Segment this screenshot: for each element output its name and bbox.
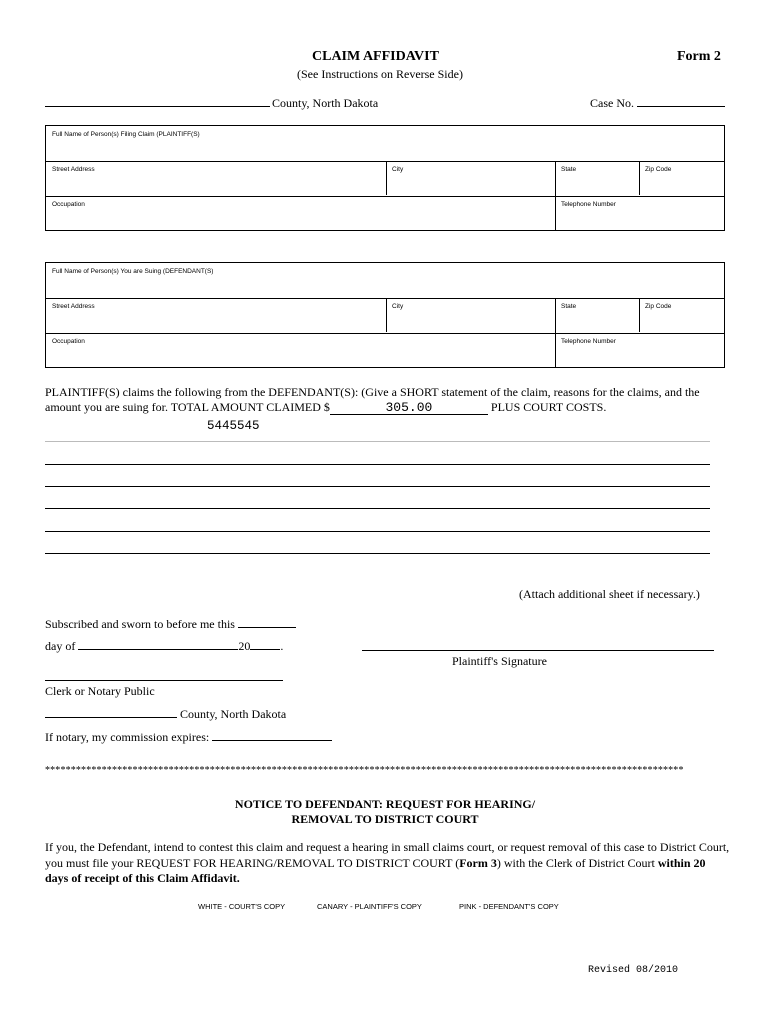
plaintiff-zip-label: Zip Code	[645, 166, 672, 173]
sworn-month-blank[interactable]	[78, 638, 238, 650]
defendant-city-label: City	[392, 303, 404, 310]
claim-instructions: PLAINTIFF(S) claims the following from the DEFENDANT(S): (Give a SHORT statement of the claim, reasons for the claims, and the	[45, 385, 700, 399]
notice-body-form: Form 3	[459, 855, 497, 870]
statement-line-6[interactable]	[45, 553, 710, 554]
year-suffix: .	[280, 639, 284, 653]
notice-body	[45, 840, 730, 887]
defendant-name-label: Full Name of Person(s) You are Suing (DEFENDANT(S)	[52, 268, 214, 275]
defendant-zip-field[interactable]	[639, 298, 725, 333]
year-prefix: 20	[238, 639, 251, 653]
form-number: Form 2	[677, 49, 721, 64]
sworn-year-blank[interactable]	[250, 638, 280, 650]
case-number-blank[interactable]	[637, 106, 725, 107]
defendant-zip-label: Zip Code	[645, 303, 672, 310]
defendant-phone-field[interactable]	[555, 333, 725, 368]
clerk-signature-line[interactable]	[45, 680, 283, 681]
plaintiff-name-label: Full Name of Person(s) Filing Claim (PLAINTIFF(S)	[52, 131, 200, 138]
form-title: CLAIM AFFIDAVIT	[312, 49, 439, 64]
commission-expires-blank[interactable]	[212, 729, 332, 741]
notary-county-line	[45, 706, 286, 722]
copy-white: WHITE - COURT'S COPY	[198, 902, 286, 911]
statement-line-2[interactable]	[45, 464, 710, 465]
notice-heading-1: NOTICE TO DEFENDANT: REQUEST FOR HEARING/	[234, 797, 536, 811]
plaintiff-zip-field[interactable]	[639, 161, 725, 196]
claim-total-suffix: PLUS COURT COSTS.	[490, 400, 607, 414]
county-label: County, North Dakota	[272, 96, 379, 110]
notice-body-part2: ) with the Clerk of District Court	[496, 855, 655, 870]
defendant-street-label: Street Address	[52, 303, 95, 310]
notice-heading-2: REMOVAL TO DISTRICT COURT	[291, 812, 479, 826]
copy-canary: CANARY - PLAINTIFF'S COPY	[317, 902, 422, 911]
claim-total-prefix: amount you are suing for. TOTAL AMOUNT CLAIMED $	[45, 400, 330, 414]
notice-body-part1: If you, the Defendant, intend to contest this claim and request a hearing in small claims court, or request removal of this case to District Court, you must file your REQUEST FOR HEARING/REMOVAL TO DISTRICT COURT (	[45, 840, 730, 870]
claim-statement-text[interactable]: 5445545	[207, 419, 260, 433]
plaintiff-occupation-label: Occupation	[52, 201, 85, 208]
claim-total-line	[45, 400, 606, 415]
defendant-state-field[interactable]	[555, 298, 639, 333]
plaintiff-state-field[interactable]	[555, 161, 639, 196]
county-blank[interactable]	[45, 106, 270, 107]
signature-label: Plaintiff's Signature	[452, 654, 547, 668]
revised-date: Revised 08/2010	[588, 965, 679, 976]
total-amount-field[interactable]: 305.00	[330, 402, 488, 415]
plaintiff-phone-field[interactable]	[555, 196, 725, 231]
plaintiff-box	[45, 125, 725, 231]
separator-stars: ****************************************************************************************************************************	[45, 765, 684, 776]
defendant-state-label: State	[561, 303, 577, 310]
plaintiff-state-label: State	[561, 166, 577, 173]
defendant-occupation-label: Occupation	[52, 338, 85, 345]
attach-note: (Attach additional sheet if necessary.)	[519, 587, 700, 601]
subscribed-label: Subscribed and sworn to before me this	[45, 617, 235, 631]
defendant-city-field[interactable]	[386, 298, 555, 333]
notary-county-label: County, North Dakota	[180, 707, 287, 721]
plaintiff-occupation-field[interactable]	[46, 196, 555, 231]
defendant-occupation-field[interactable]	[46, 333, 555, 368]
day-of-line	[45, 638, 283, 654]
notary-county-blank[interactable]	[45, 706, 177, 718]
clerk-label: Clerk or Notary Public	[45, 684, 155, 698]
commission-label: If notary, my commission expires:	[45, 730, 210, 744]
statement-line-4[interactable]	[45, 508, 710, 509]
plaintiff-street-field[interactable]	[46, 161, 386, 196]
statement-line-5[interactable]	[45, 531, 710, 532]
commission-line	[45, 729, 332, 745]
statement-line-1[interactable]	[45, 441, 710, 442]
plaintiff-city-field[interactable]	[386, 161, 555, 196]
subscribed-line	[45, 616, 296, 632]
form-subtitle: (See Instructions on Reverse Side)	[297, 67, 463, 81]
sworn-day-blank[interactable]	[238, 616, 296, 628]
day-of-label: day of	[45, 639, 76, 653]
defendant-box	[45, 262, 725, 368]
notice-body-deadline: within 20 days of receipt of this Claim Affidavit.	[45, 855, 706, 885]
plaintiff-phone-label: Telephone Number	[561, 201, 616, 208]
plaintiff-street-label: Street Address	[52, 166, 95, 173]
defendant-street-field[interactable]	[46, 298, 386, 333]
plaintiff-city-label: City	[392, 166, 404, 173]
case-label: Case No.	[590, 96, 634, 110]
defendant-phone-label: Telephone Number	[561, 338, 616, 345]
signature-line[interactable]	[362, 650, 714, 651]
copy-pink: PINK - DEFENDANT'S COPY	[459, 902, 559, 911]
statement-line-3[interactable]	[45, 486, 710, 487]
